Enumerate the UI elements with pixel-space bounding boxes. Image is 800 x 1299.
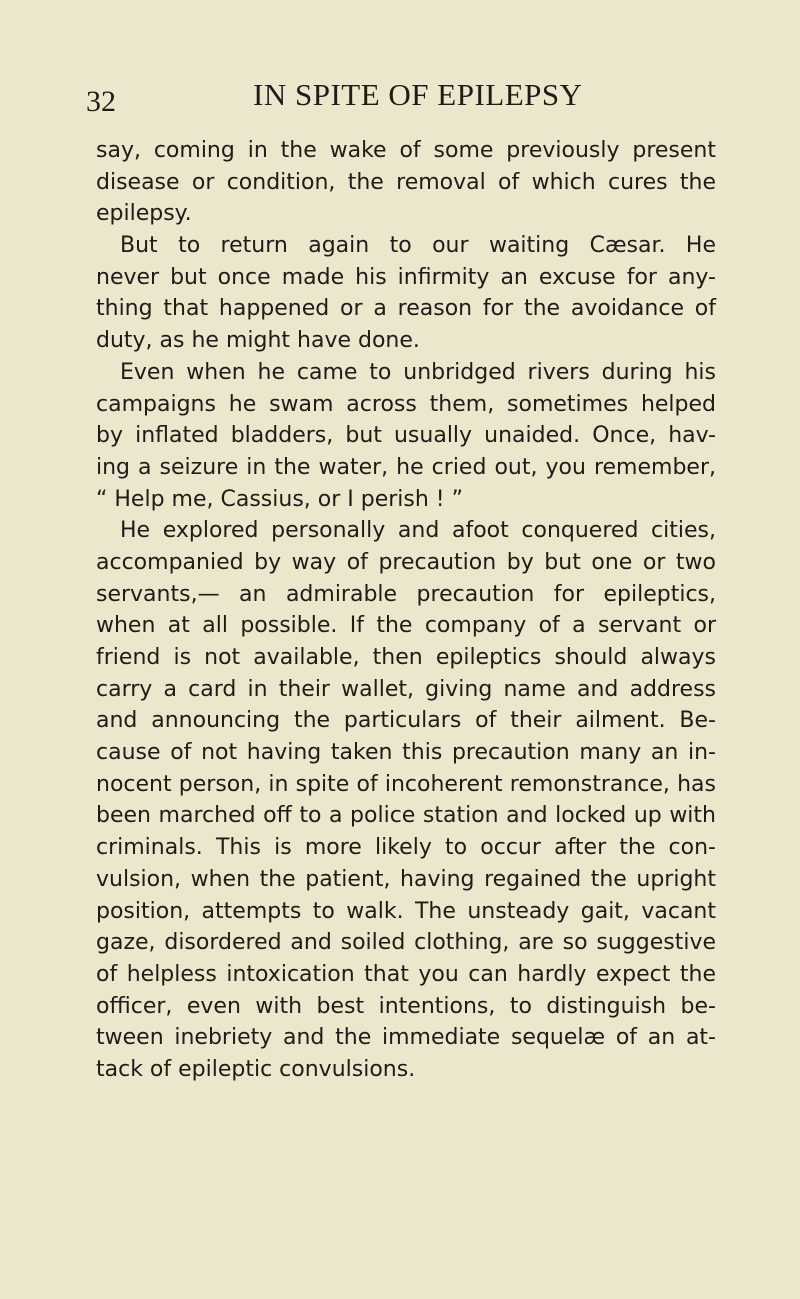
page-header [86,77,686,121]
text-line: servants,— an admirable precaution for epileptics, [96,581,716,607]
text-line: gaze, disordered and soiled clothing, are so suggestive [96,930,716,956]
text-line: campaigns he swam across them, sometimes helped [96,391,716,417]
text-line: epilepsy. [96,201,192,227]
quotation-line: “ Help me, Cassius, or I perish ! ” [96,486,464,512]
text-line: friend is not available, then epileptics should always [96,645,716,670]
text-line: when at all possible. If the company of a servant or [96,613,716,639]
text-line: vulsion, when the patient, having regained the upright [96,866,716,892]
paragraph-start-line: He explored personally and afoot conquered cities, [120,518,716,544]
text-line: accompanied by way of precaution by but one or two [96,549,716,575]
text-line: nocent person, in spite of incoherent remonstrance, has [96,771,716,797]
text-line: say, coming in the wake of some previously present [96,138,716,163]
page-number: 32 [86,85,116,118]
text-line: and announcing the particulars of their ailment. Be- [96,708,716,734]
text-line: duty, as he might have done. [96,328,420,354]
text-line: of helpless intoxication that you can hardly expect the [96,961,716,987]
text-line: thing that happened or a reason for the avoidance of [96,296,716,322]
text-line: officer, even with best intentions, to distinguish be- [96,993,716,1019]
text-line: carry a card in their wallet, giving name and address [96,676,716,702]
text-line: position, attempts to walk. The unsteady gait, vacant [96,898,716,924]
paragraph-start-line: Even when he came to unbridged rivers during his [120,359,716,385]
text-line: disease or condition, the removal of which cures the [96,169,716,195]
text-line: by inflated bladders, but usually unaided. Once, hav- [96,423,716,449]
text-line: never but once made his infirmity an excuse for any- [96,264,716,290]
text-line: tack of epileptic convulsions. [96,1056,416,1082]
text-line: criminals. This is more likely to occur after the con- [96,835,716,861]
body-text [96,135,716,1086]
running-title: IN SPITE OF EPILEPSY [253,77,583,112]
paragraph-start-line: But to return again to our waiting Cæsar. He [120,233,716,259]
text-line: tween inebriety and the immediate sequelæ of an at- [96,1025,716,1051]
text-line: been marched off to a police station and locked up with [96,803,716,829]
text-line: cause of not having taken this precaution many an in- [96,740,716,766]
text-line: ing a seizure in the water, he cried out, you remember, [96,454,716,480]
